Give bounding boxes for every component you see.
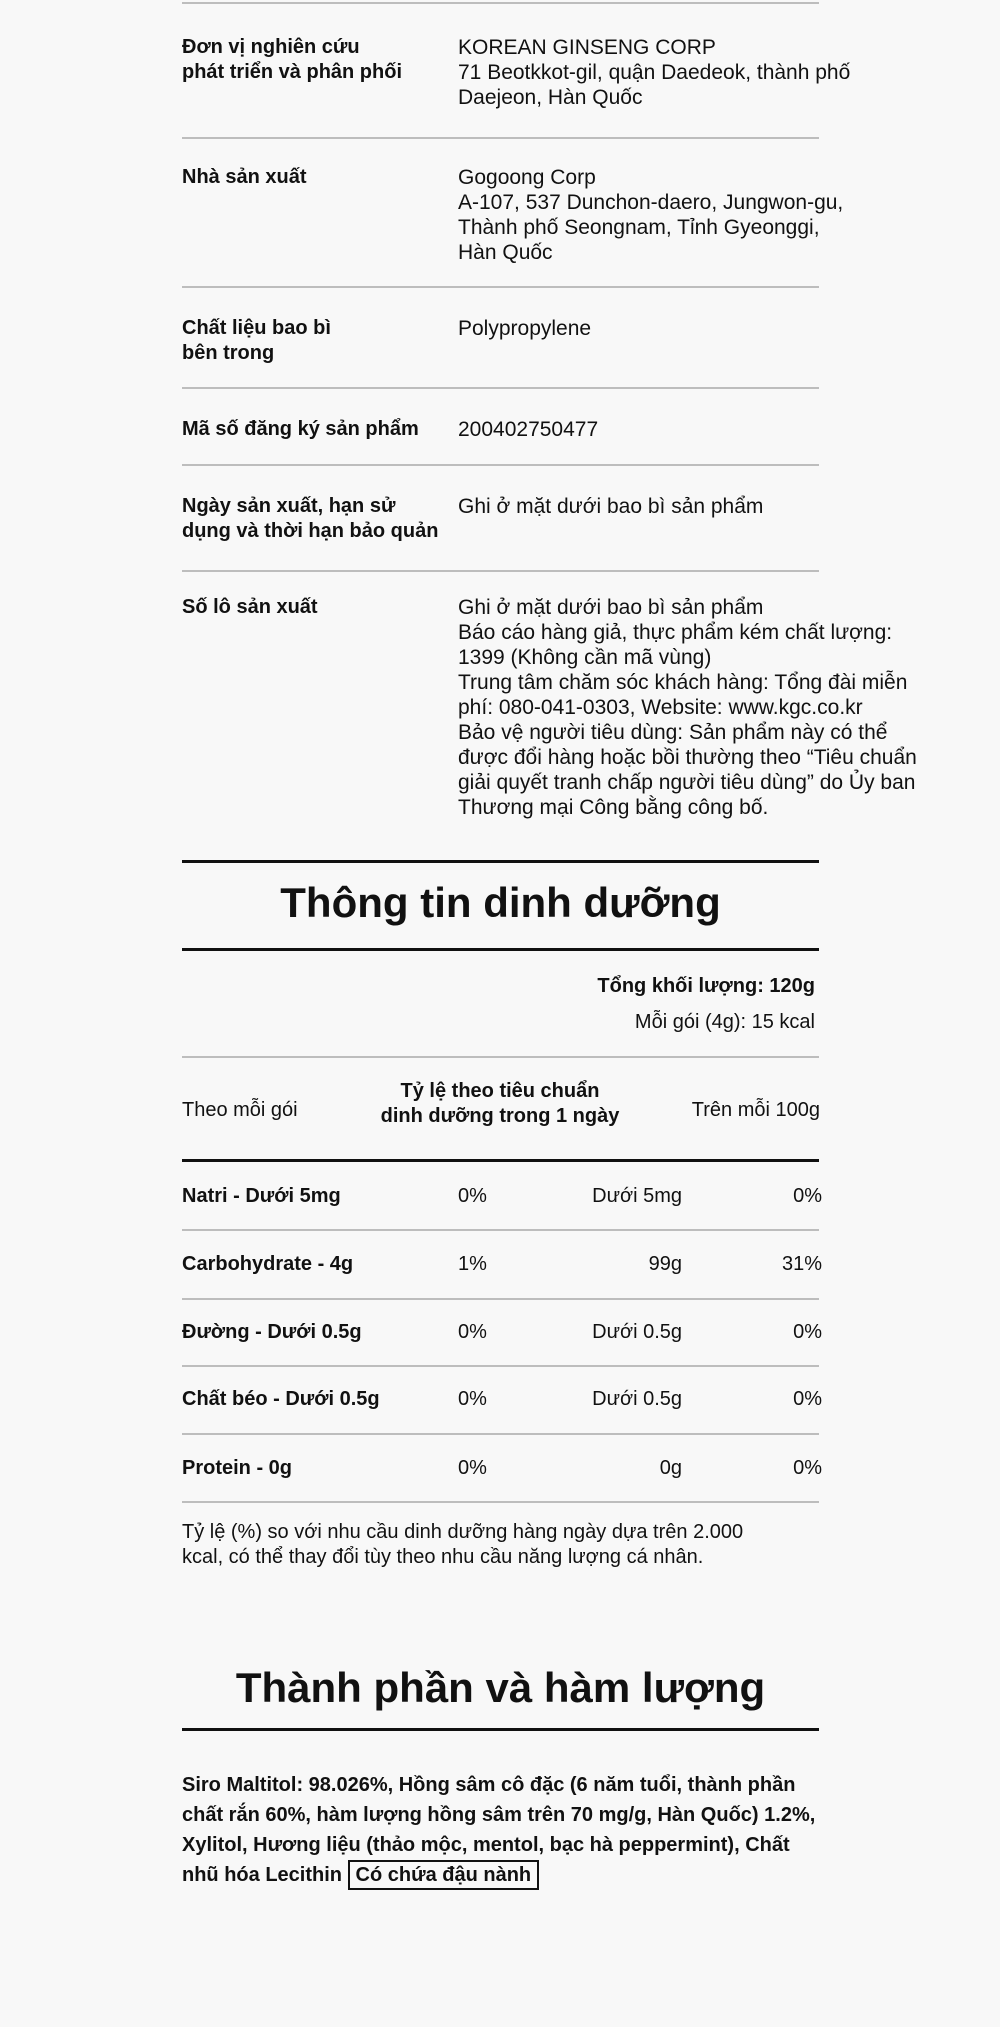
divider (182, 1433, 819, 1435)
info-label: Chất liệu bao bì bên trong (182, 317, 331, 364)
nutrient-amount-100g: Dưới 0.5g (592, 1388, 682, 1410)
divider (182, 948, 819, 951)
divider (182, 137, 819, 139)
divider (182, 1056, 819, 1058)
nutrient-name: Đường - Dưới 0.5g (182, 1321, 362, 1343)
table-row (182, 1181, 822, 1211)
per-pack-energy: Mỗi gói (4g): 15 kcal (634, 1011, 815, 1033)
info-value: KOREAN GINSENG CORP 71 Beotkkot-gil, quận Daedeok, thành phố Daejeon, Hàn Quốc (458, 36, 851, 109)
nutrition-footnote: Tỷ lệ (%) so với nhu cầu dinh dưỡng hàng ngày dựa trên 2.000 kcal, có thể thay đổi tùy theo nhu cầu năng lượng cá nhân. (182, 1521, 744, 1568)
info-value: Polypropylene (458, 317, 592, 340)
divider (182, 1159, 819, 1162)
ingredients-title: Thành phần và hàm lượng (235, 1664, 766, 1711)
divider (182, 860, 819, 863)
table-row (182, 1249, 822, 1279)
table-row (182, 1317, 822, 1347)
nutrient-percent-100g: 0% (793, 1321, 822, 1343)
nutrient-percent-100g: 0% (793, 1457, 822, 1479)
divider (182, 286, 819, 288)
nutrient-amount-100g: 99g (648, 1253, 682, 1275)
nutrient-amount-100g: Dưới 0.5g (592, 1321, 682, 1343)
table-row (182, 1384, 822, 1414)
divider (182, 2, 819, 4)
divider (182, 1298, 819, 1300)
nutrient-amount-100g: Dưới 5mg (592, 1185, 682, 1207)
nutrient-daily-value: 1% (458, 1253, 487, 1275)
info-label: Mã số đăng ký sản phẩm (182, 418, 419, 440)
info-label: Số lô sản xuất (182, 596, 318, 618)
allergen-badge: Có chứa đậu nành (348, 1860, 540, 1890)
divider (182, 1501, 819, 1503)
nutrient-daily-value: 0% (458, 1388, 487, 1410)
info-label: Đơn vị nghiên cứu phát triển và phân phối (182, 36, 403, 83)
nutrition-title: Thông tin dinh dưỡng (280, 879, 721, 926)
info-value: 200402750477 (458, 418, 599, 441)
info-value: Ghi ở mặt dưới bao bì sản phẩm (458, 495, 764, 518)
ingredients-text (182, 1770, 822, 1890)
nutrient-name: Natri - Dưới 5mg (182, 1185, 341, 1207)
divider (182, 464, 819, 466)
divider (182, 1229, 819, 1231)
header-per-100g: Trên mỗi 100g (691, 1099, 820, 1121)
table-row (182, 1453, 822, 1483)
nutrient-percent-100g: 0% (793, 1388, 822, 1410)
nutrient-name: Chất béo - Dưới 0.5g (182, 1388, 380, 1410)
divider (182, 570, 819, 572)
nutrient-percent-100g: 0% (793, 1185, 822, 1207)
info-value: Gogoong Corp A-107, 537 Dunchon-daero, Jungwon-gu, Thành phố Seongnam, Tỉnh Gyeonggi, Hàn Quốc (458, 166, 844, 264)
nutrient-daily-value: 0% (458, 1185, 487, 1207)
info-label: Ngày sản xuất, hạn sử dụng và thời hạn bảo quản (182, 495, 439, 542)
header-per-pack: Theo mỗi gói (182, 1099, 298, 1121)
info-value: Ghi ở mặt dưới bao bì sản phẩm Báo cáo hàng giả, thực phẩm kém chất lượng: 1399 (Không cần mã vùng) Trung tâm chăm sóc khách hàng: Tổng đài miễn phí: 080-041-0303, Website: www.kgc.co.kr Bảo vệ người tiêu dùng: Sản phẩm này có thể được đổi hàng hoặc bồi thường theo “Tiêu chuẩn giải quyết tranh chấp người tiêu dùng” do Ủy ban Thương mại Công bằng công bố. (458, 596, 917, 819)
total-weight: Tổng khối lượng: 120g (597, 975, 815, 997)
divider (182, 387, 819, 389)
header-daily-value: Tỷ lệ theo tiêu chuẩn dinh dưỡng trong 1 ngày (380, 1080, 620, 1127)
nutrient-daily-value: 0% (458, 1457, 487, 1479)
ingredients-list: Siro Maltitol: 98.026%, Hồng sâm cô đặc (6 năm tuổi, thành phần chất rắn 60%, hàm lượng hồng sâm trên 70 mg/g, Hàn Quốc) 1.2%, Xylitol, Hương liệu (thảo mộc, mentol, bạc hà peppermint), Chất nhũ hóa Lecithin (182, 1774, 816, 1886)
divider (182, 1365, 819, 1367)
nutrient-amount-100g: 0g (659, 1457, 682, 1479)
nutrient-daily-value: 0% (458, 1321, 487, 1343)
info-label: Nhà sản xuất (182, 166, 307, 188)
divider (182, 1728, 819, 1731)
nutrient-name: Carbohydrate - 4g (182, 1253, 354, 1275)
nutrient-percent-100g: 31% (781, 1253, 822, 1275)
nutrient-name: Protein - 0g (182, 1457, 293, 1479)
